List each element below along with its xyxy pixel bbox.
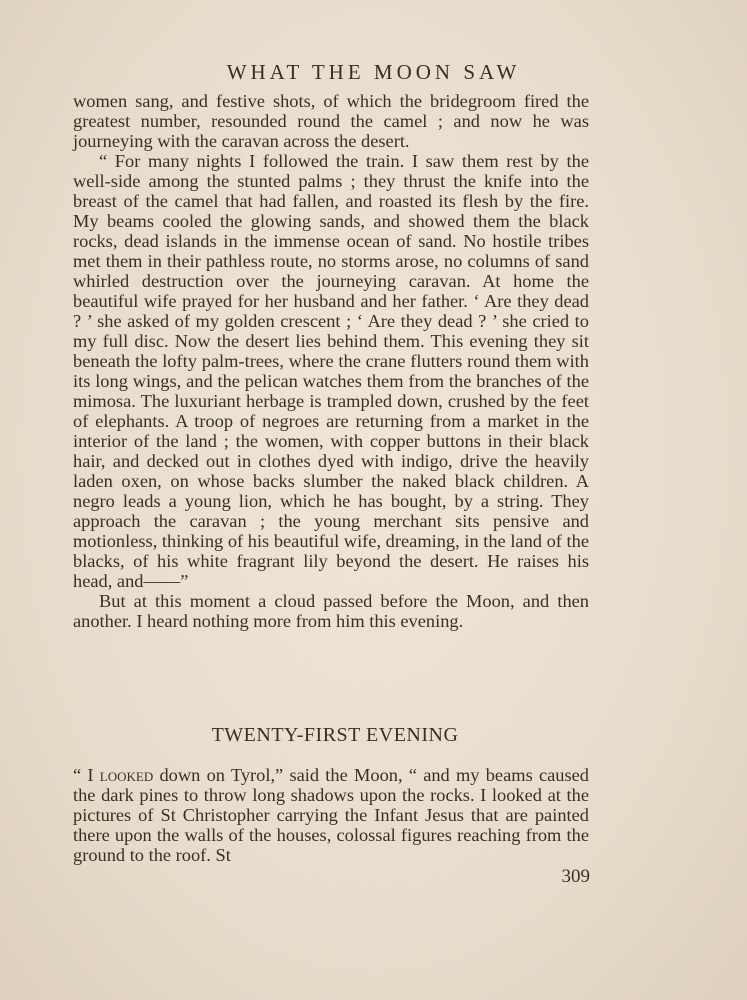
section-title: TWENTY-FIRST EVENING xyxy=(211,724,459,746)
paragraph-continued: women sang, and festive shots, of which the bridegroom fired the greatest number, resounded round the camel ; and now he was journeying with the caravan across the desert. xyxy=(73,91,589,151)
text-block-continued xyxy=(73,91,589,631)
opening-quote: “ I xyxy=(73,765,100,785)
page-number: 309 xyxy=(561,866,590,887)
small-caps-word: looked xyxy=(99,765,154,785)
paragraph-tyrol-text: down on Tyrol,” said the Moon, “ and my beams caused the dark pines to throw long shadows upon the rocks. I looked at the pictures of St Christopher carrying the Infant Jesus that are painted there upon the walls of the houses, colossal figures reaching from the ground to the roof. St xyxy=(73,765,589,865)
text-block-twenty-first-evening xyxy=(73,765,589,865)
running-head: WHAT THE MOON SAW xyxy=(226,60,521,84)
paragraph-caravan: “ For many nights I followed the train. I saw them rest by the well-side among the stunted palms ; they thrust the knife into the breast of the camel that had fallen, and roasted its flesh by the fire. My beams cooled the glowing sands, and showed them the black rocks, dead islands in the immense ocean of sand. No hostile tribes met them in their pathless route, no storms arose, no columns of sand whirled destruction over the journeying caravan. At home the beautiful wife prayed for her husband and her father. ‘ Are they dead ? ’ she asked of my golden crescent ; ‘ Are they dead ? ’ she cried to my full disc. Now the desert lies behind them. This evening they sit beneath the lofty palm-trees, where the crane flutters round them with its long wings, and the pelican watches them from the branches of the mimosa. The luxuriant herbage is trampled down, crushed by the feet of elephants. A troop of negroes are returning from a market in the interior of the land ; the women, with copper buttons in their black hair, and decked out in clothes dyed with indigo, drive the heavily laden oxen, on whose backs slumber the naked black children. A negro leads a young lion, which he has bought, by a string. They approach the caravan ; the young merchant sits pensive and motionless, thinking of his beautiful wife, dreaming, in the land of the blacks, of his white fragrant lily beyond the desert. He raises his head, and——” xyxy=(73,151,589,591)
paragraph-closing: But at this moment a cloud passed before the Moon, and then another. I heard nothing more from him this evening. xyxy=(73,591,589,631)
paragraph-tyrol xyxy=(73,765,589,865)
